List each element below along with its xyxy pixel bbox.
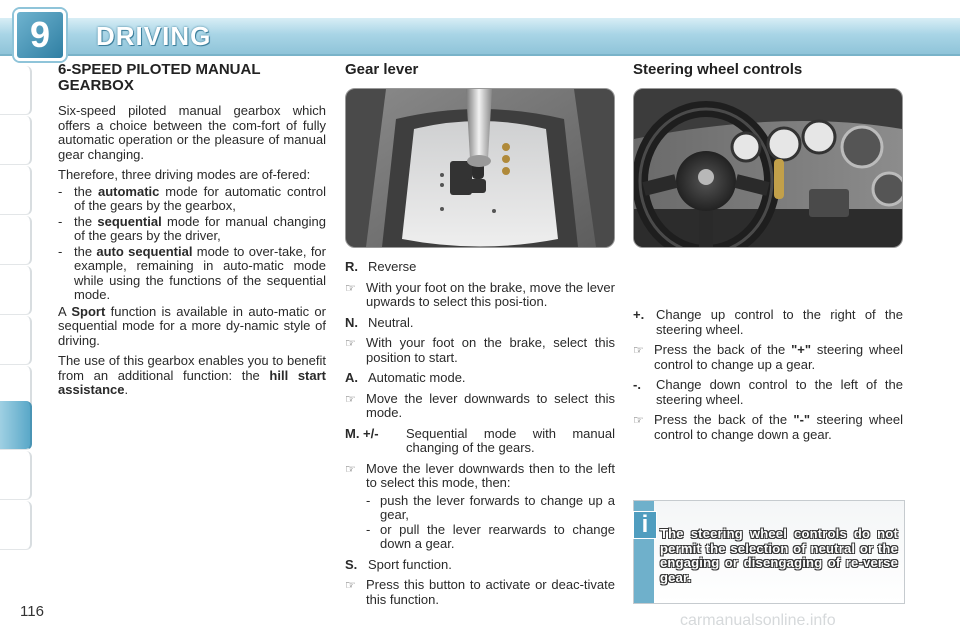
pointing-hand-icon: ☞ — [345, 578, 356, 592]
pointing-hand-icon: ☞ — [633, 413, 644, 427]
reverse-entry: R. Reverse — [345, 259, 417, 274]
sport-paragraph: A Sport function is available in auto-matic or sequential mode for a more dy-namic style of driving. — [58, 303, 326, 348]
modes-intro: Therefore, three driving modes are of-fered: — [58, 167, 311, 182]
gear-lever-photo — [345, 88, 615, 248]
page-header — [0, 0, 960, 58]
pointing-hand-icon: ☞ — [345, 461, 356, 476]
sport-entry: S. Sport function. — [345, 556, 452, 572]
steering-controls-column — [633, 62, 903, 448]
gear-lever-column — [345, 62, 615, 613]
pointing-hand-icon: ☞ — [345, 336, 356, 350]
mode-item: - the sequential mode for manual changing of the gears by the driver, — [58, 215, 326, 244]
info-icon: i — [633, 511, 657, 539]
list-item: - or pull the lever rearwards to change down a gear. — [366, 523, 615, 552]
driving-modes-list — [58, 185, 326, 303]
chapter-tab[interactable] — [0, 116, 32, 165]
sequential-sub-list — [366, 494, 615, 552]
sport-step: ☞ Press this button to activate or deac-tivate this function. — [345, 577, 615, 607]
change-down-entry: -. Change down control to the left of the steering wheel. — [633, 377, 903, 407]
gearbox-intro-column — [58, 62, 326, 404]
neutral-entry: N. Neutral. — [345, 314, 414, 330]
change-up-entry: +. Change up control to the right of the steering wheel. — [633, 307, 903, 337]
chapter-tab-active[interactable] — [0, 401, 32, 450]
change-up-step: ☞ Press the back of the "+" steering wheel control to change up a gear. — [633, 342, 904, 372]
list-item: - push the lever forwards to change up a gear, — [366, 494, 615, 523]
automatic-step: ☞ Move the lever downwards to select this mode. — [345, 390, 615, 420]
mode-item: - the auto sequential mode to over-take, for example, remaining in auto-matic mode while using the functions of the sequential mode. — [58, 245, 326, 303]
chapter-tab[interactable] — [0, 316, 32, 365]
mode-item: - the automatic mode for automatic control of the gears by the gearbox, — [58, 185, 326, 214]
chapter-title: DRIVING — [96, 21, 212, 51]
info-note-text: The steering wheel controls do not permit the selection of neutral or the engaging or disengaging of re-verse gear. — [660, 526, 898, 585]
steering-controls-heading: Steering wheel controls — [633, 61, 803, 78]
chapter-tabs — [0, 66, 34, 576]
page-number: 116 — [20, 603, 44, 620]
chapter-tab[interactable] — [0, 216, 32, 265]
neutral-step: ☞ With your foot on the brake, select this position to start. — [345, 335, 615, 365]
steering-wheel-photo — [633, 88, 903, 248]
chapter-tab[interactable] — [0, 166, 32, 215]
pointing-hand-icon: ☞ — [345, 280, 356, 295]
pointing-hand-icon: ☞ — [345, 391, 356, 406]
change-down-step: ☞ Press the back of the "-" steering wheel control to change down a gear. — [633, 412, 903, 442]
info-note-box — [633, 500, 905, 604]
hill-start-paragraph: The use of this gearbox enables you to benefit from an additional function: the hill start assistance. — [58, 353, 326, 397]
sequential-entry: M. +/- Sequential mode with manual changing of the gears. — [345, 425, 615, 455]
chapter-tab[interactable] — [0, 501, 32, 550]
chapter-tab[interactable] — [0, 66, 32, 115]
reverse-step: ☞ With your foot on the brake, move the lever upwards to select this posi-tion. — [345, 279, 615, 309]
chapter-tab[interactable] — [0, 266, 32, 315]
watermark: carmanualsonline.info — [680, 612, 836, 629]
chapter-number-badge: 9 — [14, 9, 66, 61]
pointing-hand-icon: ☞ — [633, 343, 644, 357]
intro-paragraph: Six-speed piloted manual gearbox which offers a choice between the com-fort of fully automatic operation or the pleasure of manual gear changing. — [58, 103, 326, 162]
gear-lever-heading: Gear lever — [345, 61, 419, 78]
chapter-tab[interactable] — [0, 451, 32, 500]
automatic-entry: A. Automatic mode. — [345, 370, 466, 385]
sequential-step: ☞ Move the lever downwards then to the left to select this mode, then: — [345, 460, 615, 490]
gearbox-heading: 6-SPEED PILOTED MANUAL GEARBOX — [58, 61, 261, 94]
